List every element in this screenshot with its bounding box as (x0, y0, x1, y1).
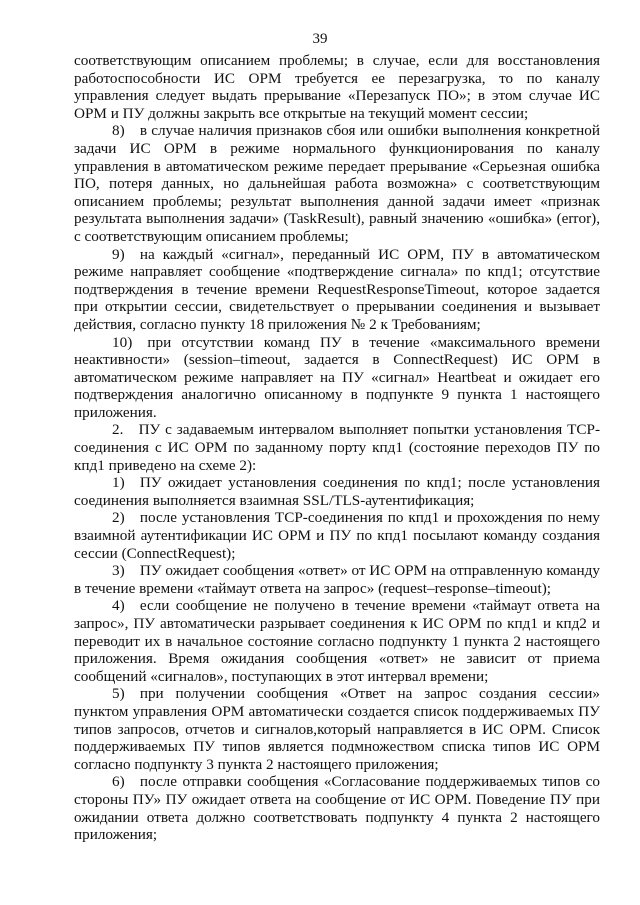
paragraph-item-9: 9) на каждый «сигнал», переданный ИС ОРМ, ПУ в автоматическом режиме направляет сообщение «подтверждение сигнала» по кпд1; отсутствие подтверждения в течение времени RequestResponseTimeout, которое задается при открытии сессии, свидетельствует о прерывании соединения и вызывает действия, согласно пункту 18 приложения № 2 к Требованиям; (74, 245, 600, 333)
paragraph-subitem-6: 6) после отправки сообщения «Согласование поддерживаемых типов со стороны ПУ» ПУ ожидает ответа на сообщение от ИС ОРМ. Поведение ПУ при ожидании ответа должно соответствовать подпункту 4 пункта 2 настоящего приложения; (74, 773, 600, 844)
page-number: 39 (312, 31, 328, 47)
paragraph-item-8: 8) в случае наличия признаков сбоя или ошибки выполнения конкретной задачи ИС ОРМ в режиме нормального функционирования по каналу управления в автоматическом режиме передает прерывание «Серьезная ошибка ПО, потеря данных, но дальнейшая работа возможна» с соответствующим описанием проблемы; результат выполнения данной задачи имеет «признак результата выполнения задачи» (TaskResult), равный значению «ошибка» (error), с соответствующим описанием проблемы; (74, 122, 600, 245)
paragraph-subitem-1: 1) ПУ ожидает установления соединения по кпд1; после установления соединения выполняется взаимная SSL/TLS-аутентификация; (74, 474, 600, 509)
document-body (74, 52, 600, 844)
paragraph-subitem-5: 5) при получении сообщения «Ответ на запрос создания сессии» пунктом управления ОРМ автоматически создается список поддерживаемых ПУ типов запросов, отчетов и сигналов,который направляется в ИС ОРМ. Список поддерживаемых ПУ типов является подмножеством списка типов ИС ОРМ согласно подпункту 3 пункта 2 настоящего приложения; (74, 685, 600, 773)
paragraph-continuation: соответствующим описанием проблемы; в случае, если для восстановления работоспособности ИС ОРМ требуется ее перезагрузка, то по каналу управления следует выдать прерывание «Перезапуск ПО»; в этом случае ИС ОРМ и ПУ должны закрыть все открытые на текущий момент сессии; (74, 52, 600, 122)
paragraph-item-10: 10) при отсутствии команд ПУ в течение «максимального времени неактивности» (session–timeout, задается в ConnectRequest) ИС ОРМ в автоматическом режиме направляет на ПУ «сигнал» Heartbeat и ожидает его подтверждения аналогично описанному в подпункте 9 пункта 1 настоящего приложения. (74, 333, 600, 421)
paragraph-section-2: 2. ПУ с задаваемым интервалом выполняет попытки установления TCP-соединения с ИС ОРМ по заданному порту кпд1 (состояние переходов ПУ по кпд1 приведено на схеме 2): (74, 421, 600, 474)
paragraph-subitem-2: 2) после установления TCP-соединения по кпд1 и прохождения по нему взаимной аутентификации ИС ОРМ и ПУ по кпд1 посылают команду создания сессии (ConnectRequest); (74, 509, 600, 562)
paragraph-subitem-4: 4) если сообщение не получено в течение времени «таймаут ответа на запрос», ПУ автоматически разрывает соединения к ИС ОРМ по кпд1 и кпд2 и переводит их в начальное состояние согласно подпункту 1 пункта 2 настоящего приложения. Время ожидания сообщения «ответ» не зависит от приема сообщений «сигналов», поступающих в этот интервал времени; (74, 597, 600, 685)
paragraph-subitem-3: 3) ПУ ожидает сообщения «ответ» от ИС ОРМ на отправленную команду в течение времени «таймаут ответа на запрос» (request–response–timeout); (74, 562, 600, 597)
